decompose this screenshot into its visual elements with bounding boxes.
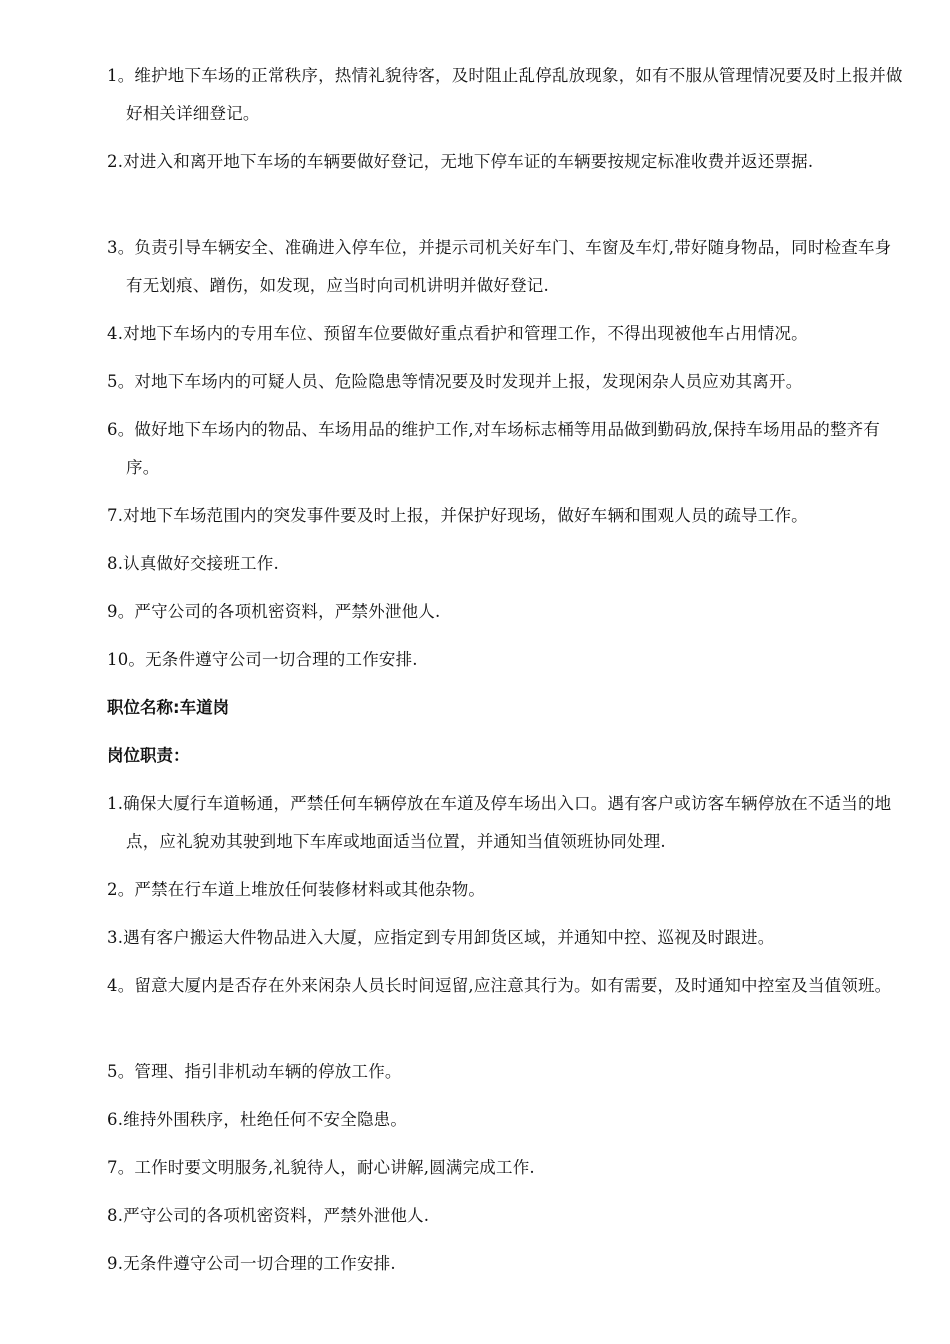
list-item: 10。无条件遵守公司一切合理的工作安排.: [107, 650, 418, 669]
list-item: 8.严守公司的各项机密资料，严禁外泄他人.: [107, 1206, 430, 1225]
list-item: 1.确保大厦行车道畅通，严禁任何车辆停放在车道及停车场出入口。遇有客户或访客车辆停放在不适当的地点，应礼貌劝其驶到地下车库或地面适当位置，并通知当值领班协同处理.: [107, 794, 892, 851]
list-item: 2。严禁在行车道上堆放任何装修材料或其他杂物。: [107, 880, 486, 899]
list-item: 6。做好地下车场内的物品、车场用品的维护工作,对车场标志桶等用品做到勤码放,保持车场用品的整齐有序。: [107, 420, 881, 477]
list-item: 3.遇有客户搬运大件物品进入大厦，应指定到专用卸货区域，并通知中控、巡视及时跟进。: [107, 928, 775, 947]
list-item: 7。工作时要文明服务,礼貌待人，耐心讲解,圆满完成工作.: [107, 1158, 535, 1177]
list-item: 6.维持外围秩序，杜绝任何不安全隐患。: [107, 1110, 408, 1129]
duties-title: 岗位职责：: [107, 746, 190, 765]
list-item: 5。对地下车场内的可疑人员、危险隐患等情况要及时发现并上报，发现闲杂人员应劝其离开。: [107, 372, 803, 391]
list-item: 9.无条件遵守公司一切合理的工作安排.: [107, 1254, 396, 1273]
list-item: 4.对地下车场内的专用车位、预留车位要做好重点看护和管理工作，不得出现被他车占用情况。: [107, 324, 808, 343]
list-item: 5。管理、指引非机动车辆的停放工作。: [107, 1062, 402, 1081]
list-item: 7.对地下车场范围内的突发事件要及时上报，并保护好现场，做好车辆和围观人员的疏导工作。: [107, 506, 808, 525]
list-item: 2.对进入和离开地下车场的车辆要做好登记，无地下停车证的车辆要按规定标准收费并返还票据.: [107, 152, 814, 171]
position-title: 职位名称:车道岗: [107, 698, 230, 717]
list-item: 1。维护地下车场的正常秩序，热情礼貌待客，及时阻止乱停乱放现象，如有不服从管理情况要及时上报并做好相关详细登记。: [107, 66, 903, 123]
list-item: 3。负责引导车辆安全、准确进入停车位，并提示司机关好车门、车窗及车灯,带好随身物品，同时检查车身有无划痕、蹭伤，如发现，应当时向司机讲明并做好登记.: [107, 238, 892, 295]
list-item: 4。留意大厦内是否存在外来闲杂人员长时间逗留,应注意其行为。如有需要，及时通知中控室及当值领班。: [107, 976, 892, 995]
list-item: 9。严守公司的各项机密资料，严禁外泄他人.: [107, 602, 441, 621]
list-item: 8.认真做好交接班工作.: [107, 554, 279, 573]
